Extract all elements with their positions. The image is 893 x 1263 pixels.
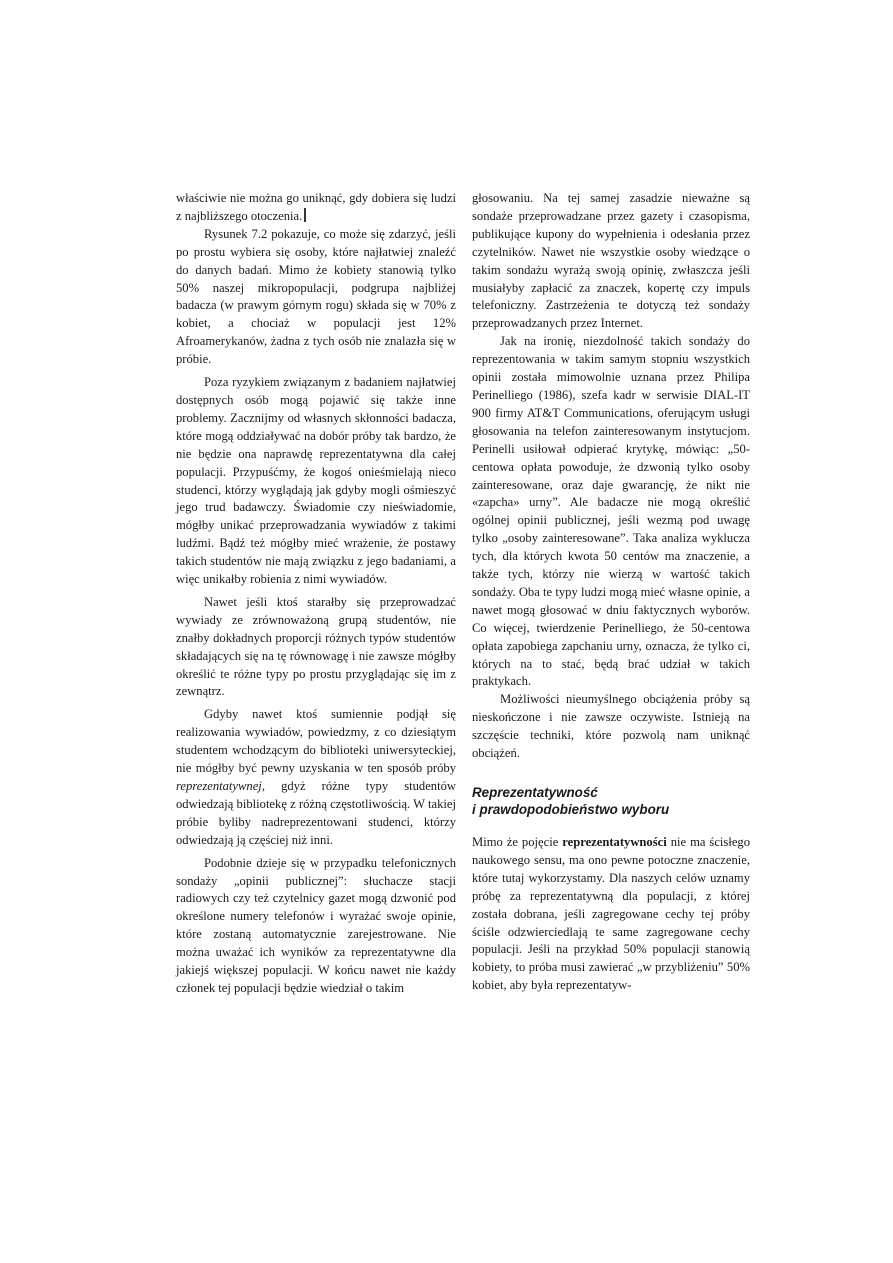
paragraph-text: Mimo że pojęcie — [472, 835, 563, 849]
section-heading-line-1: Reprezentatywność — [472, 785, 598, 800]
margin-mark — [304, 208, 306, 222]
right-column — [472, 190, 750, 995]
left-column — [176, 190, 456, 998]
paragraph-text: nie ma ścisłego naukowego sensu, ma ono pewne potoczne znaczenie, które tutaj wykorzystamy. Dla naszych celów uznamy próbę za reprezentatywną dla populacji, z której została dobrana, jeśli zagregowane cechy tej próby ściśle odzwierciedlają te same zagregowane cechy populacji. Jeśli na przykład 50% populacji stanowią kobiety, to próba musi zawierać „w przybliżeniu” 50% kobiet, aby była reprezentatyw- — [472, 835, 751, 993]
section-heading — [472, 785, 750, 818]
paragraph-balanced-group: Nawet jeśli ktoś starałby się przeprowadzać wywiady ze zrównoważoną grupą studentów, nie znałby dokładnych proporcji różnych typów studentów składających się na tę równowagę i nie zawsze mógłby określić te różne typy po prostu przyglądając się im z zewnątrz. — [176, 594, 456, 699]
paragraph-figure-reference: Rysunek 7.2 pokazuje, co może się zdarzyć, jeśli po prostu wybiera się osoby, które najłatwiej znaleźć do danych badań. Mimo że kobiety stanowią tylko 50% naszej mikropopulacji, podgrupa najbliżej badacza (w prawym górnym rogu) składa się w 70% z kobiet, a chociaż w populacji jest 12% Afroamerykanów, żadna z tych osób nie znalazła się w próbie. — [176, 226, 456, 367]
emphasis-text: reprezentatywnej — [176, 779, 262, 793]
paragraph-text: , gdyż różne typy studentów odwiedzają bibliotekę z różną częstotliwością. W takiej próbie byliby nadreprezentowani studenci, którzy odwiedzają ją częściej niż inni. — [176, 779, 456, 847]
paragraph-perinelli: Jak na ironię, niezdolność takich sondaży do reprezentowania w takim samym stopniu wszystkich opinii została mimowolnie uznana przez Philipa Perinelliego (1986), szefa kadr w serwisie DIAL-IT 900 firmy AT&T Communications, oferującym usługi głosowania na telefon zainteresowanym instytucjom. Perinelli usiłował odpierać krytykę, mówiąc: „50-centowa opłata powoduje, że dzwonią tylko osoby zainteresowane, oraz daje gwarancję, że nikt nie «zapcha» urny”. Ale badacze nie mogą określić ogólnej opinii publicznej, jeśli wezmą pod uwagę tylko „osoby zainteresowane”. Taka analiza wyklucza tych, dla których kwota 50 centów ma znaczenie, a także tych, którzy nie wierzą w wartość takich sondaży. Oba te typy ludzi mogą mieć własne opinie, a nawet mogą głosować w dniu faktycznych wyborów. Co więcej, twierdzenie Perinelliego, że 50-centowa opłata zapobiega zapchaniu urny, oznacza, że tylko ci, których na to stać, będą brać udział w takich praktykach. — [472, 334, 750, 689]
paragraph-continuation: głosowaniu. Na tej samej zasadzie nieważne są sondaże przeprowadzane przez gazety i czasopisma, publikujące kupony do wypełnienia i odesłania przez czytelników. Nawet nie wszystkie osoby wiedzące o takim sondażu wyrażą swoją opinię, zwłaszcza jeśli musiałyby zapłacić za znaczek, kopertę czy impuls telefoniczny. Zastrzeżenia te dotyczą też sondaży przeprowadzanych przez Internet. — [472, 191, 750, 331]
paragraph-researcher-bias: Poza ryzykiem związanym z badaniem najłatwiej dostępnych osób mogą pojawić się także inne problemy. Zacznijmy od własnych skłonności badacza, które mogą oddziaływać na dobór próby tak bardzo, że nie będzie ona naprawdę reprezentatywna dla całej populacji. Przypuśćmy, że kogoś onieśmielają nieco studenci, którzy wyglądają jak gdyby mogli ośmieszyć jego trud badawczy. Świadomie czy nieświadomie, mógłby unikać przeprowadzania wywiadów z takimi ludźmi. Bądź też mógłby mieć wrażenie, że postawy takich studentów nie mają związku z jego badaniami, a więc unikałby robienia z nimi wywiadów. — [176, 375, 456, 587]
paragraph-text: Gdyby nawet ktoś sumiennie podjął się realizowania wywiadów, powiedzmy, z co dziesiątym studentem wchodzącym do biblioteki uniwersyteckiej, nie mógłby być pewny uzyskania w ten sposób próby — [176, 707, 456, 776]
bold-term: reprezentatywności — [562, 835, 667, 849]
paragraph-representativeness — [472, 834, 750, 995]
paragraph-library-sample — [176, 706, 456, 849]
paragraph-continuation — [176, 190, 456, 226]
section-heading-line-2: i prawdopodobieństwo wyboru — [472, 801, 670, 817]
paragraph-text: właściwie nie można go uniknąć, gdy dobiera się ludzi z najbliższego otoczenia. — [176, 191, 456, 223]
paragraph-phone-polls: Podobnie dzieje się w przypadku telefonicznych sondaży „opinii publicznej”: słuchacze stacji radiowych czy też czytelnicy gazet mogą dzwonić pod określone numery telefonów i wyrażać swoje opinie, które zostaną automatycznie zarejestrowane. Nie można uważać ich wyników za reprezentatywne dla jakiejś większej populacji. W końcu nawet nie każdy członek tej populacji będzie wiedział o takim — [176, 855, 456, 995]
paragraph-bias-techniques: Możliwości nieumyślnego obciążenia próby są nieskończone i nie zawsze oczywiste. Istnieją na szczęście techniki, które pozwolą nam uniknąć obciążeń. — [472, 692, 750, 761]
